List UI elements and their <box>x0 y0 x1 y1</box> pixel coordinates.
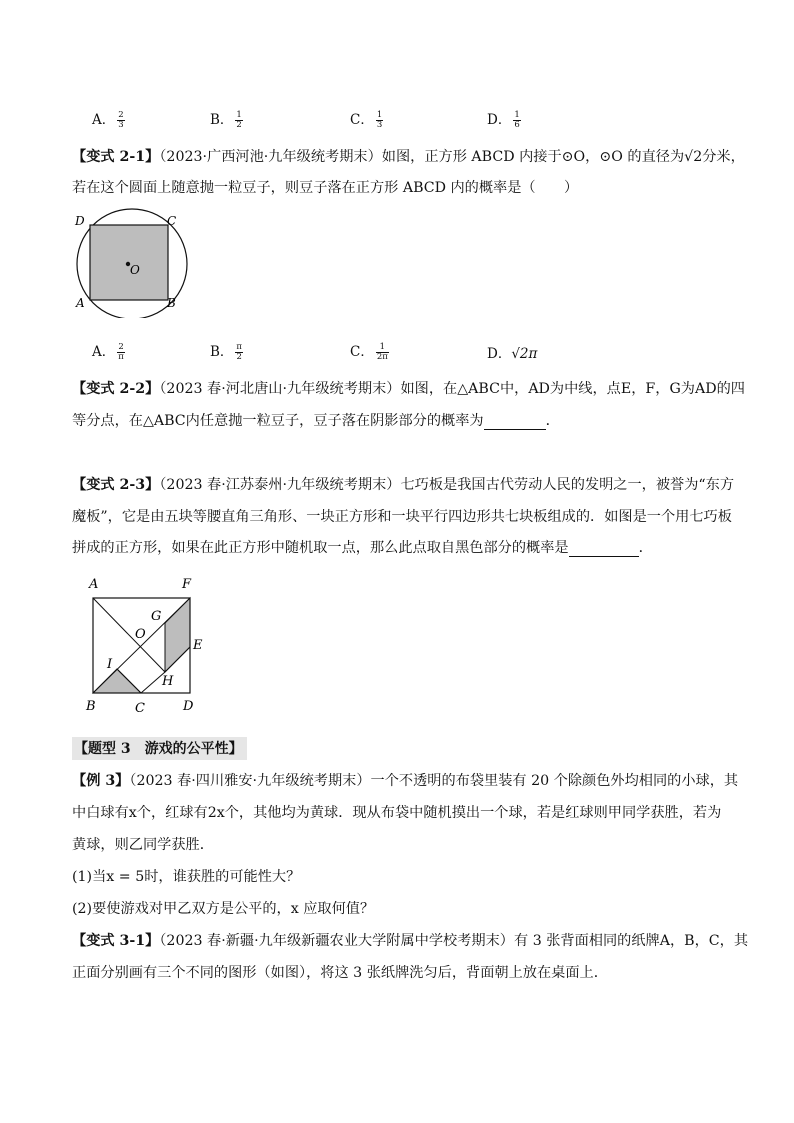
v2-3-line2: 魔板”，它是由五块等腰直角三角形、一块正方形和一块平行四边形共七块板组成的．如图是一个用七巧板 <box>72 509 732 525</box>
ex3-line2: 中白球有x个，红球有2x个，其他均为黄球．现从布袋中随机摸出一个球，若是红球则甲同学获胜，若为 <box>72 805 722 821</box>
v2-2-line1: 【变式 2-2】（2023 春·河北唐山·九年级统考期末）如图，在△ABC中，AD为中线，点E，F，G为AD的四 <box>72 381 745 397</box>
option-c[interactable]: C． $\frac{1}{3}$ <box>350 110 383 130</box>
option-b[interactable]: B． $\frac{1}{2}$ <box>210 110 242 130</box>
label-c: C <box>135 701 145 716</box>
label-g: G <box>151 609 162 624</box>
label-e: E <box>193 638 203 653</box>
label-b: B <box>167 296 176 310</box>
section-heading: 【题型 3 游戏的公平性】 <box>72 737 247 760</box>
circle-square-figure <box>70 208 210 318</box>
answer-blank[interactable] <box>569 540 639 557</box>
label-a: A <box>76 296 85 310</box>
v2-1-option-b[interactable]: B． $\frac{\pi}{2}$ <box>210 342 243 362</box>
v2-2-line2: 等分点，在△ABC内任意抛一粒豆子，豆子落在阴影部分的概率为 ． <box>72 413 560 429</box>
v2-1-option-c[interactable]: C． $\frac{1}{2\pi}$ <box>350 342 388 362</box>
tangram-figure <box>80 572 220 717</box>
label-a: A <box>89 577 99 592</box>
shaded-parallelogram <box>165 598 190 672</box>
ex3-question-2: (2)要使游戏对甲乙双方是公平的，x 应取何值？ <box>72 901 375 917</box>
shaded-triangle <box>93 669 141 693</box>
v2-1-option-a[interactable]: A． $\frac{2}{\pi}$ <box>92 342 124 362</box>
v2-1-line2: 若在这个圆面上随意抛一粒豆子，则豆子落在正方形 ABCD 内的概率是（ ） <box>72 180 579 196</box>
label-h: H <box>162 674 174 689</box>
label-f: F <box>182 577 192 592</box>
label-c: C <box>167 214 177 228</box>
v2-3-line3: 拼成的正方形，如果在此正方形中随机取一点，那么此点取自黑色部分的概率是 ． <box>72 540 653 556</box>
option-d[interactable]: D． $\frac{1}{6}$ <box>487 110 520 130</box>
answer-blank[interactable] <box>484 413 546 430</box>
label-o: O <box>135 627 146 642</box>
v3-1-line1: 【变式 3-1】（2023 春·新疆·九年级新疆农业大学附属中学校考期末）有 3 张背面相同的纸牌A，B，C，其 <box>72 933 749 949</box>
option-a[interactable]: A． $\frac{2}{3}$ <box>92 110 124 130</box>
v2-1-option-d[interactable]: D．√2π <box>487 346 538 362</box>
label-o: O <box>130 263 140 277</box>
v2-3-line1: 【变式 2-3】（2023 春·江苏泰州·九年级统考期末）七巧板是我国古代劳动人民的发明之一，被誉为“东方 <box>72 477 735 493</box>
v3-1-line2: 正面分别画有三个不同的图形（如图），将这 3 张纸牌洗匀后，背面朝上放在桌面上． <box>72 965 608 981</box>
label-b: B <box>86 699 96 714</box>
label-d: D <box>75 214 85 228</box>
ex3-question-1: (1)当x = 5时，谁获胜的可能性大？ <box>72 869 301 885</box>
ex3-line1: 【例 3】（2023 春·四川雅安·九年级统考期末）一个不透明的布袋里装有 20 个除颜色外均相同的小球，其 <box>72 773 739 789</box>
label-i: I <box>107 657 113 672</box>
label-d: D <box>183 699 194 714</box>
v2-1-line1: 【变式 2-1】（2023·广西河池·九年级统考期末）如图，正方形 ABCD 内接于⊙O，⊙O 的直径为√2分米， <box>72 149 745 165</box>
ex3-line3: 黄球，则乙同学获胜． <box>72 837 214 853</box>
